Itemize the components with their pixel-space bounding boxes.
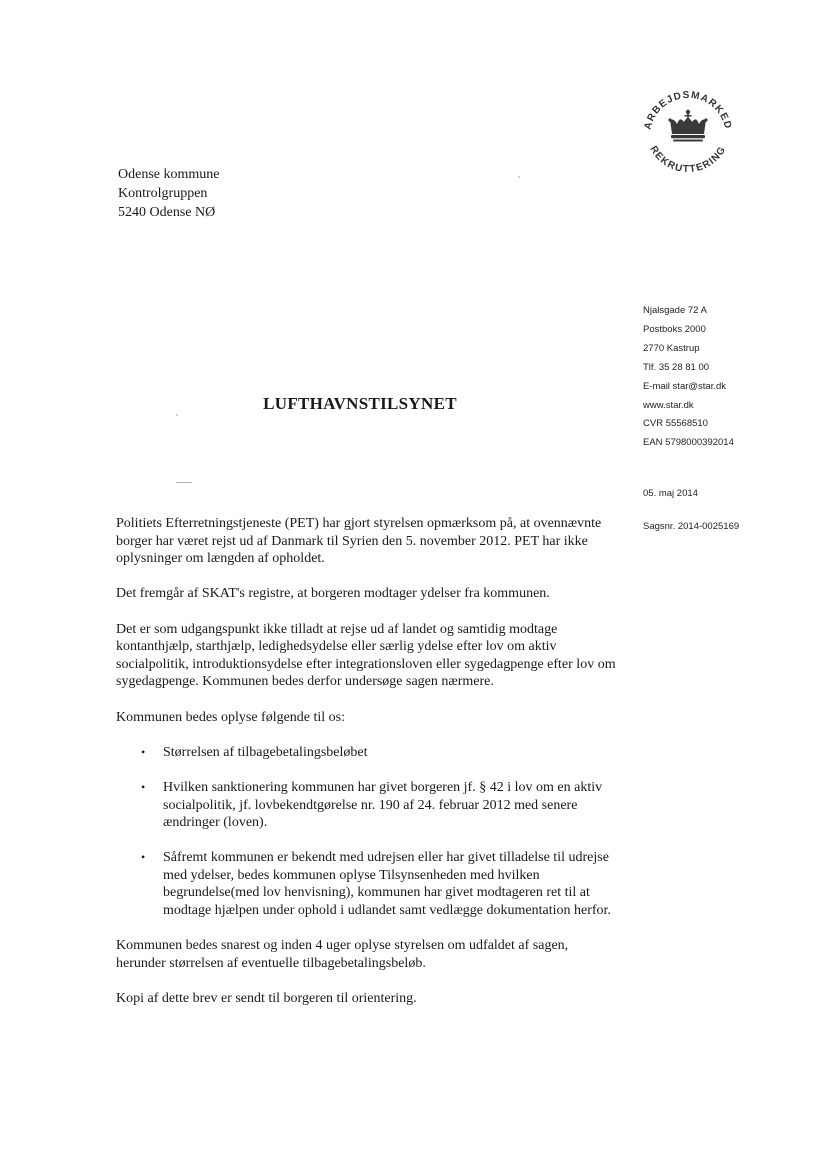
seal-top-text: ARBEJDSMARKED xyxy=(642,89,734,131)
list-item xyxy=(116,744,616,762)
sender-email: E-mail star@star.dk xyxy=(643,380,727,392)
seal-bottom-text: REKRUTTERING xyxy=(647,144,729,176)
paragraph-skat-registry: Det fremgår af SKAT's registre, at borgeren modtager ydelser fra kommunen. xyxy=(116,586,550,602)
recipient-department: Kontrolgruppen xyxy=(118,186,208,201)
paragraph-pet-notice: Politiets Efterretningstjeneste (PET) har gjort styrelsen opmærksom på, at ovennævnte borger har været rejst ud af Danmark til Syrien den 5. november 2012. PET har ikke oplysninger om længden af opholdet. xyxy=(116,516,602,567)
scan-speck xyxy=(518,176,520,178)
list-item-text: Hvilken sanktionering kommunen har givet borgeren jf. § 42 i lov om en aktiv socialpolitik, jf. lovbekendtgørelse nr. 190 af 24. februar 2012 med senere ændringer (loven). xyxy=(163,779,603,831)
list-item-text: Såfremt kommunen er bekendt med udrejsen eller har givet tilladelse til udrejse med ydelser, bedes kommunen oplyse Tilsynsenheden med hvilken begrundelse(med lov henvisning), kommunen har givet modtageren ret til at modtage hjælpen under ophold i udlandet samt vedlægge dokumentation herfor. xyxy=(163,850,611,919)
paragraph-request-intro: Kommunen bedes oplyse følgende til os: xyxy=(116,709,346,725)
bullet-icon: • xyxy=(141,744,146,759)
request-list xyxy=(116,744,616,920)
bullet-icon: • xyxy=(141,779,146,794)
sender-cvr: CVR 55568510 xyxy=(643,418,708,430)
sender-city: 2770 Kastrup xyxy=(643,342,700,354)
crown-icon xyxy=(668,110,707,142)
sender-postbox: Postboks 2000 xyxy=(643,323,706,335)
list-item xyxy=(116,779,616,832)
paragraph-copy-notice: Kopi af dette brev er sendt til borgeren til orientering. xyxy=(116,991,417,1007)
sender-phone: Tlf. 35 28 81 00 xyxy=(643,361,710,373)
arbejdsmarked-rekruttering-seal xyxy=(638,78,738,178)
bullet-icon: • xyxy=(141,850,146,865)
recipient-postal: 5240 Odense NØ xyxy=(118,205,216,220)
letter-date: 05. maj 2014 xyxy=(643,488,698,499)
paragraph-rules: Det er som udgangspunkt ikke tilladt at rejse ud af landet og samtidig modtage kontanthjælp, starthjælp, ledighedsydelse eller særlig ydelse efter lov om aktiv socialpolitik, introduktionsydelse efter integrationsloven eller sygedagpenge efter lov om sygedagpenge. Kommunen bedes derfor undersøge sagen nærmere. xyxy=(116,621,616,690)
list-item xyxy=(116,849,616,919)
sender-ean: EAN 5798000392014 xyxy=(643,437,734,449)
recipient-name: Odense kommune xyxy=(118,167,220,182)
sender-website: www.star.dk xyxy=(643,399,694,411)
scan-artifact xyxy=(176,482,192,483)
paragraph-deadline: Kommunen bedes snarest og inden 4 uger oplyse styrelsen om udfaldet af sagen, herunder størrelsen af eventuelle tilbagebetalingsbeløb. xyxy=(116,938,569,971)
case-number: Sagsnr. 2014-0025169 xyxy=(643,521,740,532)
letter-heading: LUFTHAVNSTILSYNET xyxy=(263,394,457,413)
scan-speck xyxy=(176,414,178,416)
list-item-text: Størrelsen af tilbagebetalingsbeløbet xyxy=(163,744,368,760)
sender-street: Njalsgade 72 A xyxy=(643,305,707,316)
sender-info xyxy=(643,302,734,453)
recipient-address xyxy=(118,165,219,222)
letter-body xyxy=(116,515,616,1025)
